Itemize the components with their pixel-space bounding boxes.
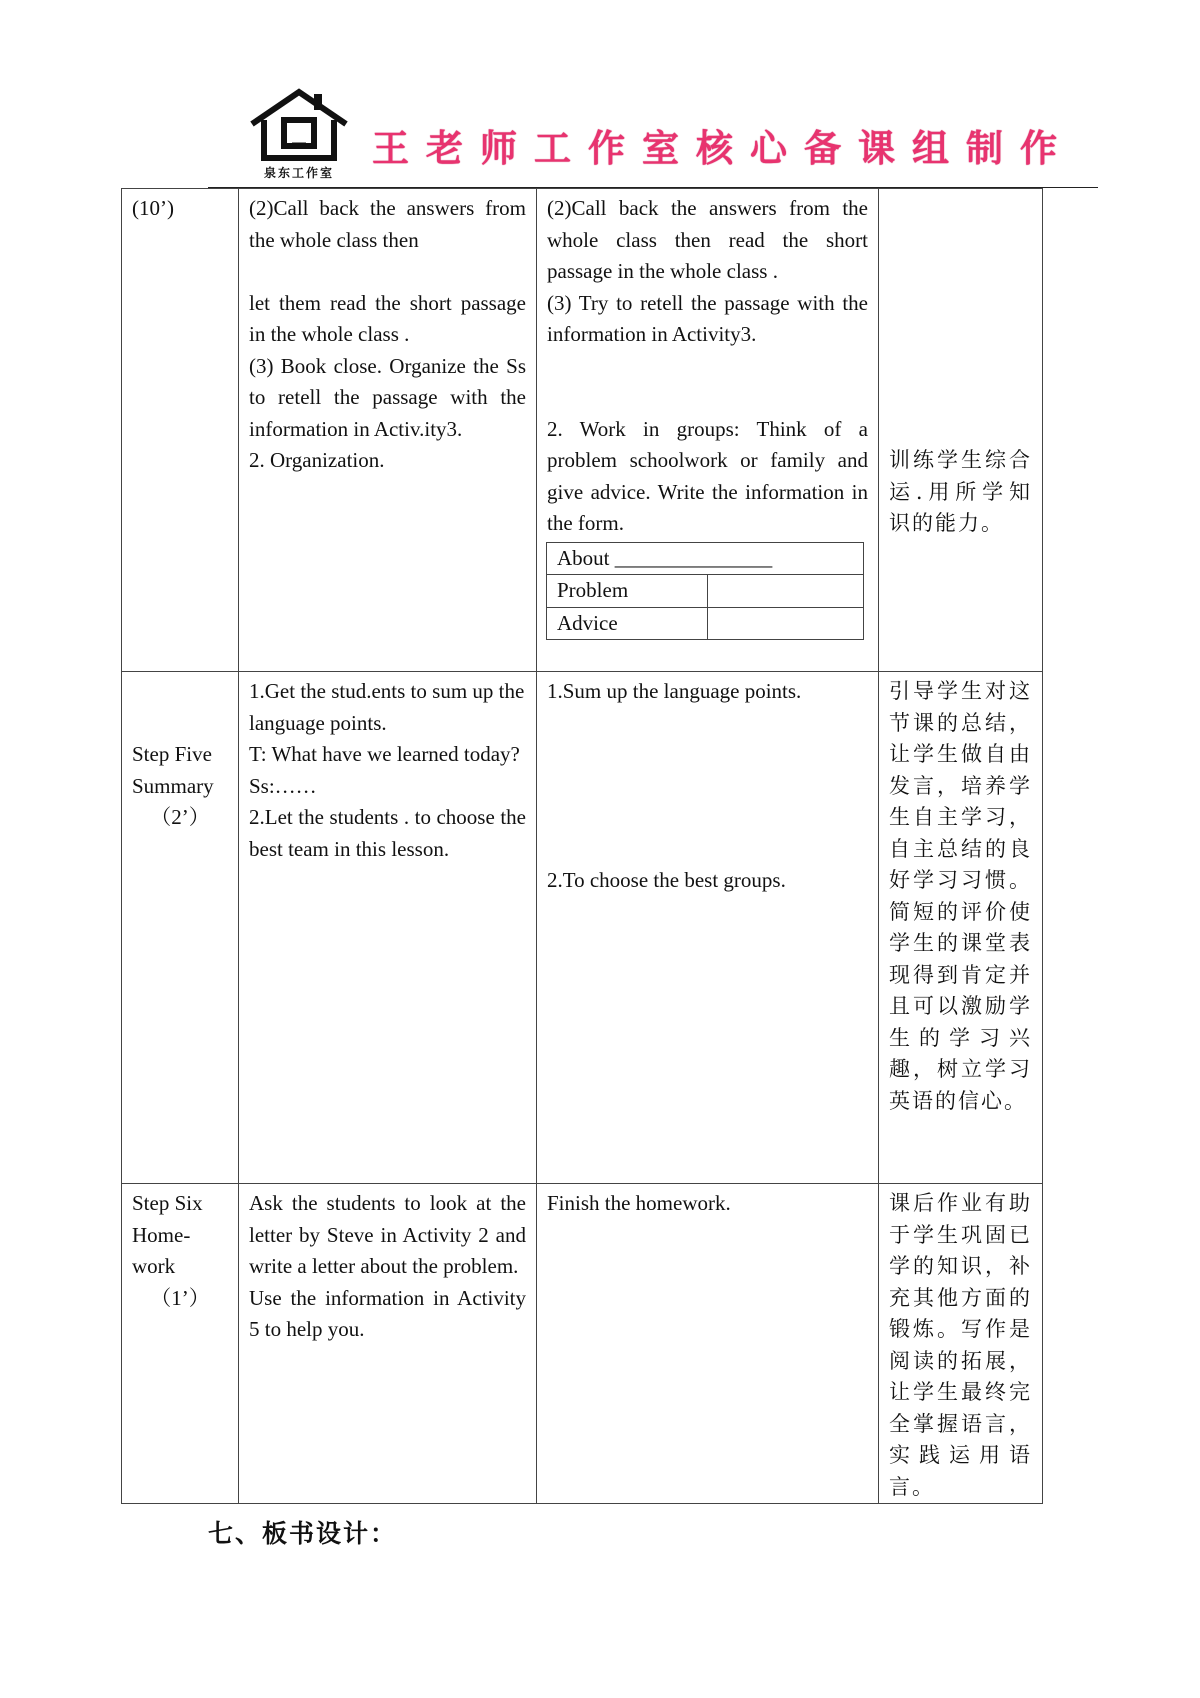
form-advice-label: Advice xyxy=(547,607,708,640)
stage-cell xyxy=(122,189,239,672)
form-about: About _______________ xyxy=(547,542,864,575)
student-step: 2. Work in groups: Think of a problem schoolwork or family and give advice. Write the information in the form. xyxy=(547,416,868,535)
stage-time: （1’） xyxy=(150,1285,210,1310)
teacher-activity-cell xyxy=(239,672,537,1184)
teacher-step: 2. Organization. xyxy=(249,448,385,472)
teacher-activity-cell xyxy=(239,189,537,672)
student-activity-cell xyxy=(537,189,879,672)
table-row xyxy=(122,1184,1043,1504)
form-problem-label: Problem xyxy=(547,575,708,608)
teacher-step: 1.Get the stud.ents to sum up the language points. xyxy=(249,679,525,735)
lesson-plan-table xyxy=(121,188,1043,1504)
teacher-step: (2)Call back the answers from the whole class then xyxy=(249,196,526,252)
logo-caption: 泉东工作室 xyxy=(263,166,334,180)
form-advice-value xyxy=(708,607,864,640)
purpose-cell xyxy=(879,672,1043,1184)
stage-title: Step Six xyxy=(132,1191,203,1215)
house-icon xyxy=(248,86,350,164)
stage-subtitle: Summary xyxy=(132,773,214,798)
student-activity-cell xyxy=(537,1184,879,1504)
student-step: (3) Try to retell the passage with the information in Activity3. xyxy=(547,290,868,346)
purpose-text: 训练学生综合运.用所学知识的能力。 xyxy=(889,448,1032,535)
student-step: (2)Call back the answers from the whole class then read the short passage in the whole class . xyxy=(547,196,868,283)
stage-title: Step Five xyxy=(132,742,212,766)
form-problem-value xyxy=(708,575,864,608)
student-step: Finish the homework. xyxy=(547,1191,731,1215)
teacher-step: 2.Let the students . to choose the best team in this lesson. xyxy=(249,805,526,861)
purpose-cell xyxy=(879,189,1043,672)
stage-time: (10’) xyxy=(132,196,174,220)
teacher-step: let them read the short passage in the whole class . xyxy=(249,290,526,346)
stage-subtitle: work xyxy=(132,1254,176,1278)
student-activity-cell xyxy=(537,672,879,1184)
teacher-step: Ss:…… xyxy=(249,773,317,798)
stage-time: （2’） xyxy=(150,805,210,829)
teacher-step: Ask the students to look at the letter by Steve in Activity 2 and write a letter about the problem. xyxy=(249,1191,526,1278)
purpose-text: 课后作业有助于学生巩固已学的知识，补充其他方面的锻炼。写作是阅读的拓展，让学生最终完全掌握语言，实践运用语言。 xyxy=(889,1191,1032,1499)
banner-title: 王老师工作室核心备课组制作 xyxy=(372,127,1074,170)
teacher-step: (3) Book close. Organize the Ss to retell the passage with the information in Activ.ity3. xyxy=(249,353,526,441)
teacher-activity-cell xyxy=(239,1184,537,1504)
stage-subtitle: Home- xyxy=(132,1222,191,1247)
purpose-cell xyxy=(879,1184,1043,1504)
student-step: 2.To choose the best groups. xyxy=(547,868,786,892)
section-heading: 七、板书设计： xyxy=(208,1519,398,1548)
teacher-step: Use the information in Activity 5 to help you. xyxy=(249,1285,526,1341)
table-row xyxy=(122,672,1043,1184)
stage-cell xyxy=(122,1184,239,1504)
advice-form xyxy=(546,542,864,641)
table-row xyxy=(122,189,1043,672)
teacher-step: T: What have we learned today? xyxy=(249,742,520,766)
studio-logo xyxy=(248,86,350,182)
purpose-text: 引导学生对这节课的总结，让学生做自由发言，培养学生自主学习，自主总结的良好学习习惯。简短的评价使学生的课堂表现得到肯定并且可以激励学生的学习兴趣，树立学习英语的信心。 xyxy=(889,679,1032,1113)
stage-cell xyxy=(122,672,239,1184)
student-step: 1.Sum up the language points. xyxy=(547,679,802,703)
